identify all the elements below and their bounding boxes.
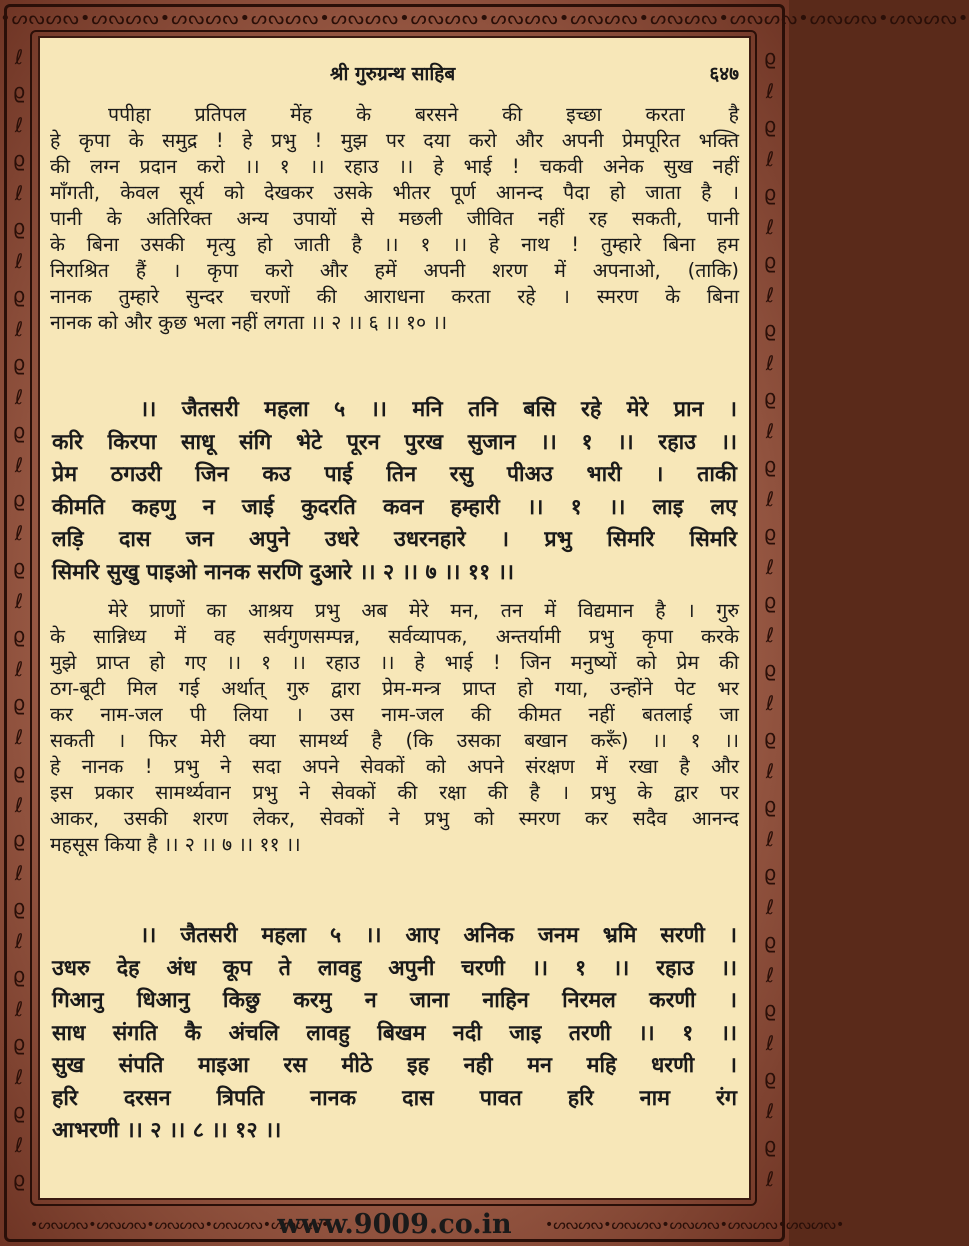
translation-line: सकती । फिर मेरी क्या सामर्थ्य है (कि उसका बखान करूँ) ।। १ ।। [50,729,739,752]
page-title: श्री गुरुग्रन्थ साहिब [330,63,456,85]
gurbani-line: उधरु देह अंध कूप ते लावहु अपुनी चरणी ।। १ ।। रहाउ ।। [52,955,737,981]
translation-line: की लग्न प्रदान करो ।। १ ।। रहाउ ।। हे भाई ! चकवी अनेक सुख नहीं [50,155,739,178]
gurbani-line: सिमरि सुखु पाइओ नानक सरणि दुआरे ।। २ ।। ७ ।। ११ ।। [52,559,515,585]
translation-line: आकर, उसकी शरण लेकर, सेवकों ने प्रभु को स्मरण कर सदैव आनन्द [50,807,739,830]
scripture-page [38,36,751,1200]
gurbani-line: प्रेम ठगउरी जिन कउ पाई तिन रसु पीअउ भारी । ताकी [52,462,737,487]
translation-line: नानक तुम्हारे सुन्दर चरणों की आराधना करता रहे । स्मरण के बिना [50,285,739,308]
translation-line: मेरे प्राणों का आश्रय प्रभु अब मेरे मन, तन में विद्यमान है । गुरु [108,599,739,622]
translation-line: हे कृपा के समुद्र ! हे प्रभु ! मुझ पर दया करो और अपनी प्रेमपूरित भक्ति [50,129,739,152]
gurbani-line: गिआनु धिआनु किछु करमु न जाना नाहिन निरमल करणी । [52,988,737,1013]
translation-line: महसूस किया है ।। २ ।। ७ ।। ११ ।। [50,833,301,856]
gurbani-line: लड़ि दास जन अपुने उधरे उधरनहारे । प्रभु सिमरि सिमरि [52,527,737,552]
page-header [40,60,749,90]
website-link[interactable]: www.9009.co.in [277,1209,512,1240]
translation-line: ठग-बूटी मिल गई अर्थात् गुरु द्वारा प्रेम-मन्त्र प्राप्त हो गया, उन्होंने पेट भर [50,677,739,700]
gurbani-line: आभरणी ।। २ ।। ८ ।। १२ ।। [52,1118,282,1143]
translation-line: के सान्निध्य में वह सर्वगुणसम्पन्न, सर्वव्यापक, अन्तर्यामी प्रभु कृपा करके [50,625,739,648]
translation-line: के बिना उसकी मृत्यु हो जाती है ।। १ ।। हे नाथ ! तुम्हारे बिना हम [50,233,739,256]
bottom-left-ornament: •ᔕᔓᔕᔓ•ᔕᔓᔕᔓ•ᔕᔓᔕᔓ•ᔕᔓᔕᔓ•ᔕᔓᔕᔓ• [30,1217,330,1233]
translation-line: नानक को और कुछ भला नहीं लगता ।। २ ।। ६ ।। १० ।। [50,311,448,334]
gurbani-line: साध संगति कै अंचलि लावहु बिखम नदी जाइ तरणी ।। १ ।। [52,1020,737,1046]
translation-line: हे नानक ! प्रभु ने सदा अपने सेवकों को अपने संरक्षण में रखा है और [50,755,739,778]
translation-line: पपीहा प्रतिपल मेंह के बरसने की इच्छा करता है [108,103,739,126]
translation-line: पानी के अतिरिक्त अन्य उपायों से मछली जीवित नहीं रह सकती, पानी [50,207,739,230]
translation-block-1 [40,102,749,336]
translation-line: माँगती, केवल सूर्य को देखकर उसके भीतर पूर्ण आनन्द पैदा हो जाता है । [50,181,739,204]
translation-block-2 [40,598,749,858]
gurbani-block-2 [40,920,749,1148]
left-ornament: ℓ ϱ ℓ ϱ ℓ ϱ ℓ ϱ ℓ ϱ ℓ ϱ ℓ ϱ ℓ ϱ ℓ ϱ ℓ ϱ ℓ ϱ ℓ ϱ ℓ ϱ ℓ ϱ ℓ ϱ ℓ ϱ ℓ ϱ [12,45,26,1191]
translation-line: निराश्रित हैं । कृपा करो और हमें अपनी शरण में अपनाओ, (ताकि) [50,259,739,282]
gurbani-line: ।। जैतसरी महला ५ ।। मनि तनि बसि रहे मेरे प्रान । [140,397,737,422]
gurbani-line: सुख संपति माइआ रस मीठे इह नही मन महि धरणी । [52,1053,737,1078]
right-ornament: ϱ ℓ ϱ ℓ ϱ ℓ ϱ ℓ ϱ ℓ ϱ ℓ ϱ ℓ ϱ ℓ ϱ ℓ ϱ ℓ ϱ ℓ ϱ ℓ ϱ ℓ ϱ ℓ ϱ ℓ ϱ ℓ ϱ ℓ [763,45,777,1191]
gurbani-line: ।। जैतसरी महला ५ ।। आए अनिक जनम भ्रमि सरणी । [140,923,737,948]
top-ornament: •ᔕᔓᔕᔓ•ᔕᔓᔕᔓ•ᔕᔓᔕᔓ•ᔕᔓᔕᔓ•ᔕᔓᔕᔓ•ᔕᔓᔕᔓ•ᔕᔓᔕᔓ•ᔕᔓᔕᔓ•ᔕᔓᔕᔓ•ᔕᔓᔕᔓ•ᔕᔓᔕᔓ•ᔕᔓᔕᔓ• [0,8,969,29]
page-number: ६४७ [709,63,739,85]
gurbani-line: कीमति कहणु न जाई कुदरति कवन हम्हारी ।। १ ।। लाइ लए [52,494,737,520]
gurbani-line: हरि दरसन त्रिपति नानक दास पावत हरि नाम रंग [52,1085,737,1111]
gurbani-line: करि किरपा साधू संगि भेटे पूरन पुरख सुजान ।। १ ।। रहाउ ।। [52,429,737,455]
gurbani-block-1 [40,394,749,589]
bottom-right-ornament: •ᔕᔓᔕᔓ•ᔕᔓᔕᔓ•ᔕᔓᔕᔓ•ᔕᔓᔕᔓ•ᔕᔓᔕᔓ• [545,1217,845,1233]
translation-line: मुझे प्राप्त हो गए ।। १ ।। रहाउ ।। हे भाई ! जिन मनुष्यों को प्रेम की [50,651,739,674]
translation-line: इस प्रकार सामर्थ्यवान प्रभु ने सेवकों की रक्षा की है । प्रभु के द्वार पर [50,781,739,804]
translation-line: कर नाम-जल पी लिया । उस नाम-जल की कीमत नहीं बतलाई जा [50,703,739,726]
